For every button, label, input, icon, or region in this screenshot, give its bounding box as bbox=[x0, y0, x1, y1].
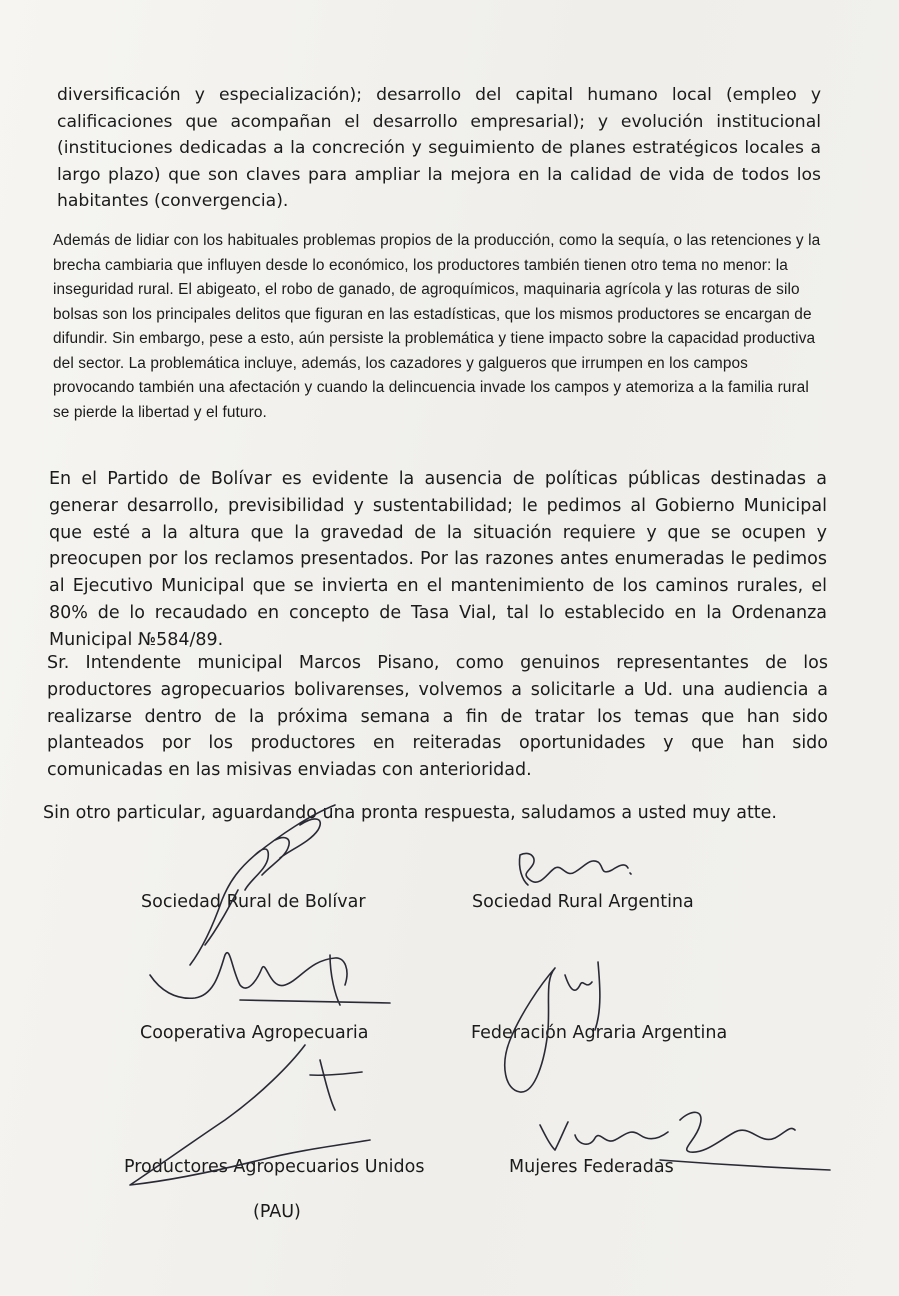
closing-line: Sin otro particular, aguardando una pronta respuesta, saludamos a usted muy atte. bbox=[43, 803, 777, 823]
signatory-federacion-agraria: Federación Agraria Argentina bbox=[471, 1023, 728, 1043]
signatory-sociedad-rural-bolivar: Sociedad Rural de Bolívar bbox=[141, 892, 366, 912]
signatory-productores-unidos: Productores Agropecuarios Unidos bbox=[124, 1157, 425, 1177]
paragraph-audience-request: Sr. Intendente municipal Marcos Pisano, como genuinos representantes de los productores agropecuarios bolivarenses, volvemos a solicitarle a Ud. una audiencia a realizarse dentro de la próxima semana a fin de tratar los temas que han sido planteados por los productores en reiteradas oportunidades y que han sido comunicadas en las misivas enviadas con anterioridad. bbox=[47, 653, 828, 781]
paragraph-rural-insecurity: Además de lidiar con los habituales problemas propios de la producción, como la sequía, o las retenciones y la brecha cambiaria que influyen desde lo económico, los productores también tienen otro tema no menor: la inseguridad rural. El abigeato, el robo de ganado, de agroquímicos, maquinaria agrícola y las roturas de silo bolsas son los principales delitos que figuran en las estadísticas, que los mismos productores se encargan de difundir. Sin embargo, pese a esto, aún persiste la problemática y tiene impacto sobre la capacidad productiva del sector. La problemática incluye, además, los cazadores y galgueros que irrumpen en los campos provocando también una afectación y cuando la delincuencia invade los campos y atemoriza a la familia rural se pierde la libertad y el futuro. bbox=[53, 232, 821, 421]
paragraph-development: diversificación y especialización); desarrollo del capital humano local (empleo y calificaciones que acompañan el desarrollo empresarial); y evolución institucional (instituciones dedicadas a la concreción y seguimiento de planes estratégicos locales a largo plazo) que son claves para ampliar la mejora en la calidad de vida de todos los habitantes (convergencia). bbox=[57, 85, 821, 212]
signatory-pau-abbreviation: (PAU) bbox=[253, 1202, 301, 1222]
paragraph-public-policy: En el Partido de Bolívar es evidente la ausencia de políticas públicas destinadas a generar desarrollo, previsibilidad y sustentabilidad; le pedimos al Gobierno Municipal que esté a la altura que la gravedad de la situación requiere y que se ocupen y preocupen por los reclamos presentados. Por las razones antes enumeradas le pedimos al Ejecutivo Municipal que se invierta en el mantenimiento de los caminos rurales, el 80% de lo recaudado en concepto de Tasa Vial, tal lo establecido en la Ordenanza Municipal №584/89. bbox=[49, 469, 827, 650]
signatory-sociedad-rural-argentina: Sociedad Rural Argentina bbox=[472, 892, 694, 912]
signatory-mujeres-federadas: Mujeres Federadas bbox=[509, 1157, 674, 1177]
signatory-cooperativa-agropecuaria: Cooperativa Agropecuaria bbox=[140, 1023, 369, 1043]
signature-sociedad-rural-bolivar bbox=[190, 805, 335, 965]
signature-sociedad-rural-argentina bbox=[519, 853, 631, 885]
